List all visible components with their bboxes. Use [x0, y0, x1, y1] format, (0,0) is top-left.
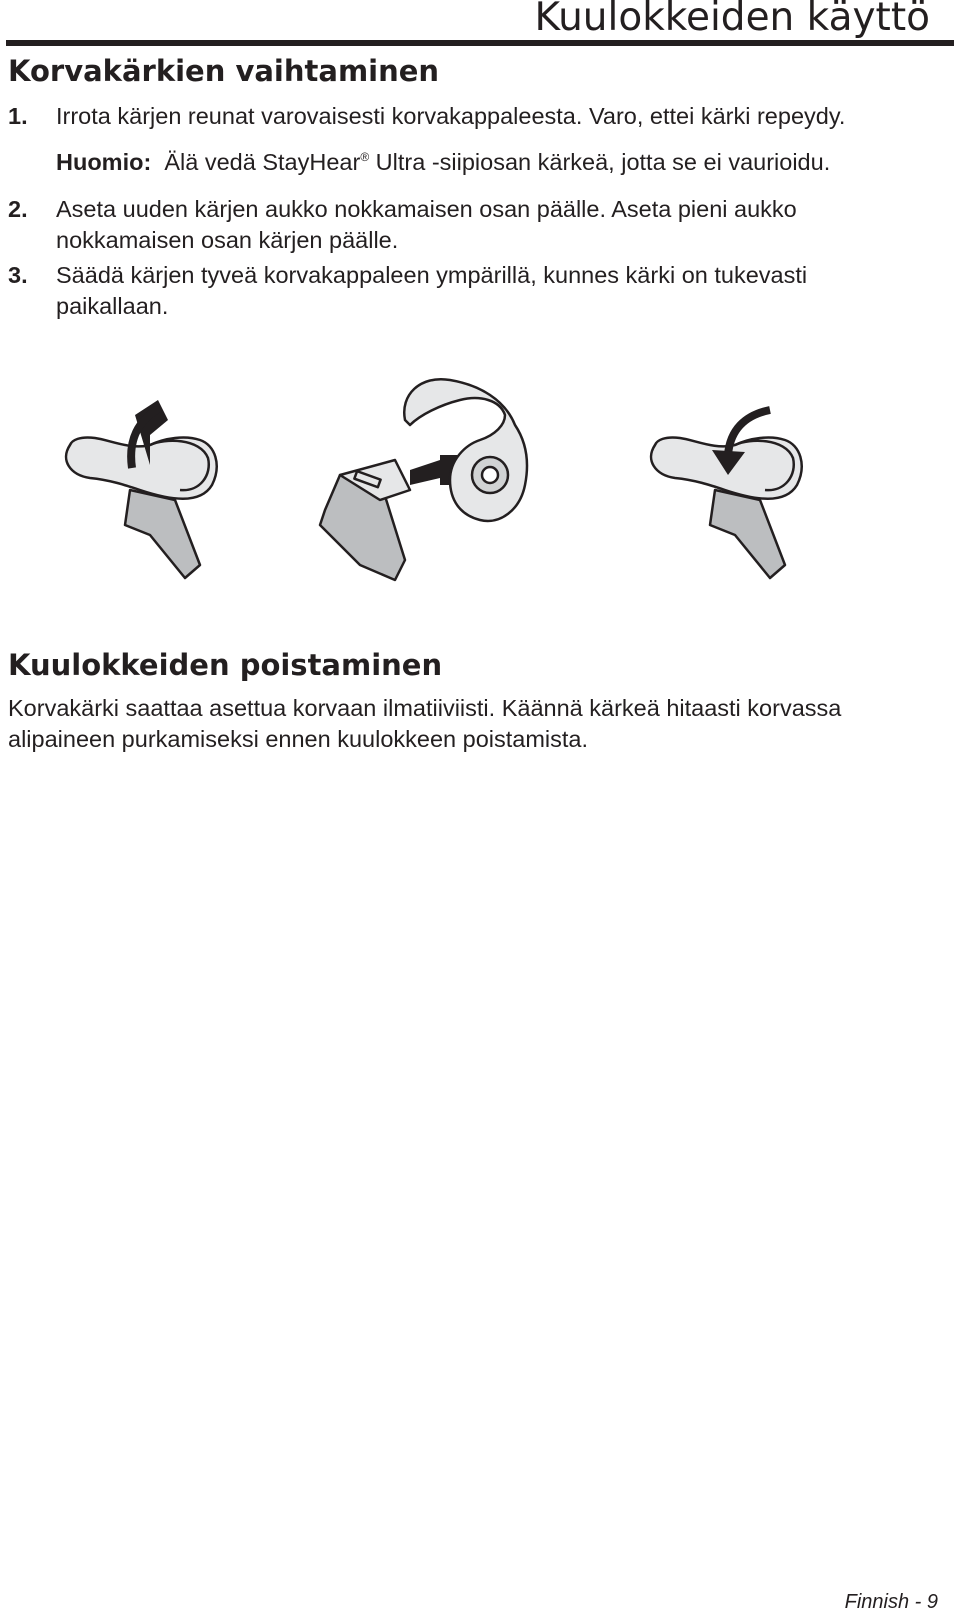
step-text: Irrota kärjen reunat varovaisesti korvakappaleesta. Varo, ettei kärki repeydy.: [56, 103, 846, 129]
earbud-adjust-tip-illustration: [651, 410, 802, 578]
registered-mark: ®: [360, 150, 370, 164]
step-number: 2.: [8, 196, 28, 222]
section-heading-removal: Kuulokkeiden poistaminen: [8, 648, 443, 682]
note-label: Huomio:: [56, 149, 152, 175]
section-heading-tip-replacement: Korvakärkien vaihtaminen: [8, 54, 440, 88]
tip-replacement-illustration: [0, 360, 960, 600]
removal-paragraph: Korvakärki saattaa asettua korvaan ilmatiiviisti. Käännä kärkeä hitaasti korvassa alipaineen purkamiseksi ennen kuulokkeen poistamista.: [8, 695, 842, 752]
earbud-insert-tip-illustration: [320, 379, 527, 580]
step-text: Aseta uuden kärjen aukko nokkamaisen osan päälle. Aseta pieni aukko nokkamaisen osan kärjen päälle.: [56, 196, 797, 253]
step-number: 3.: [8, 262, 28, 288]
step-text: Säädä kärjen tyveä korvakappaleen ympärillä, kunnes kärki on tukevasti paikallaan.: [56, 262, 808, 319]
note-text-before: Älä vedä StayHear: [164, 149, 361, 175]
step-number: 1.: [8, 103, 28, 129]
note: [56, 142, 830, 178]
page-header-title: Kuulokkeiden käyttö: [534, 0, 930, 40]
note-text-after: Ultra -siipiosan kärkeä, jotta se ei vaurioidu.: [369, 149, 831, 175]
page-footer: Finnish - 9: [844, 1591, 938, 1613]
earbud-remove-tip-illustration: [66, 400, 217, 578]
header-rule: [6, 40, 954, 46]
